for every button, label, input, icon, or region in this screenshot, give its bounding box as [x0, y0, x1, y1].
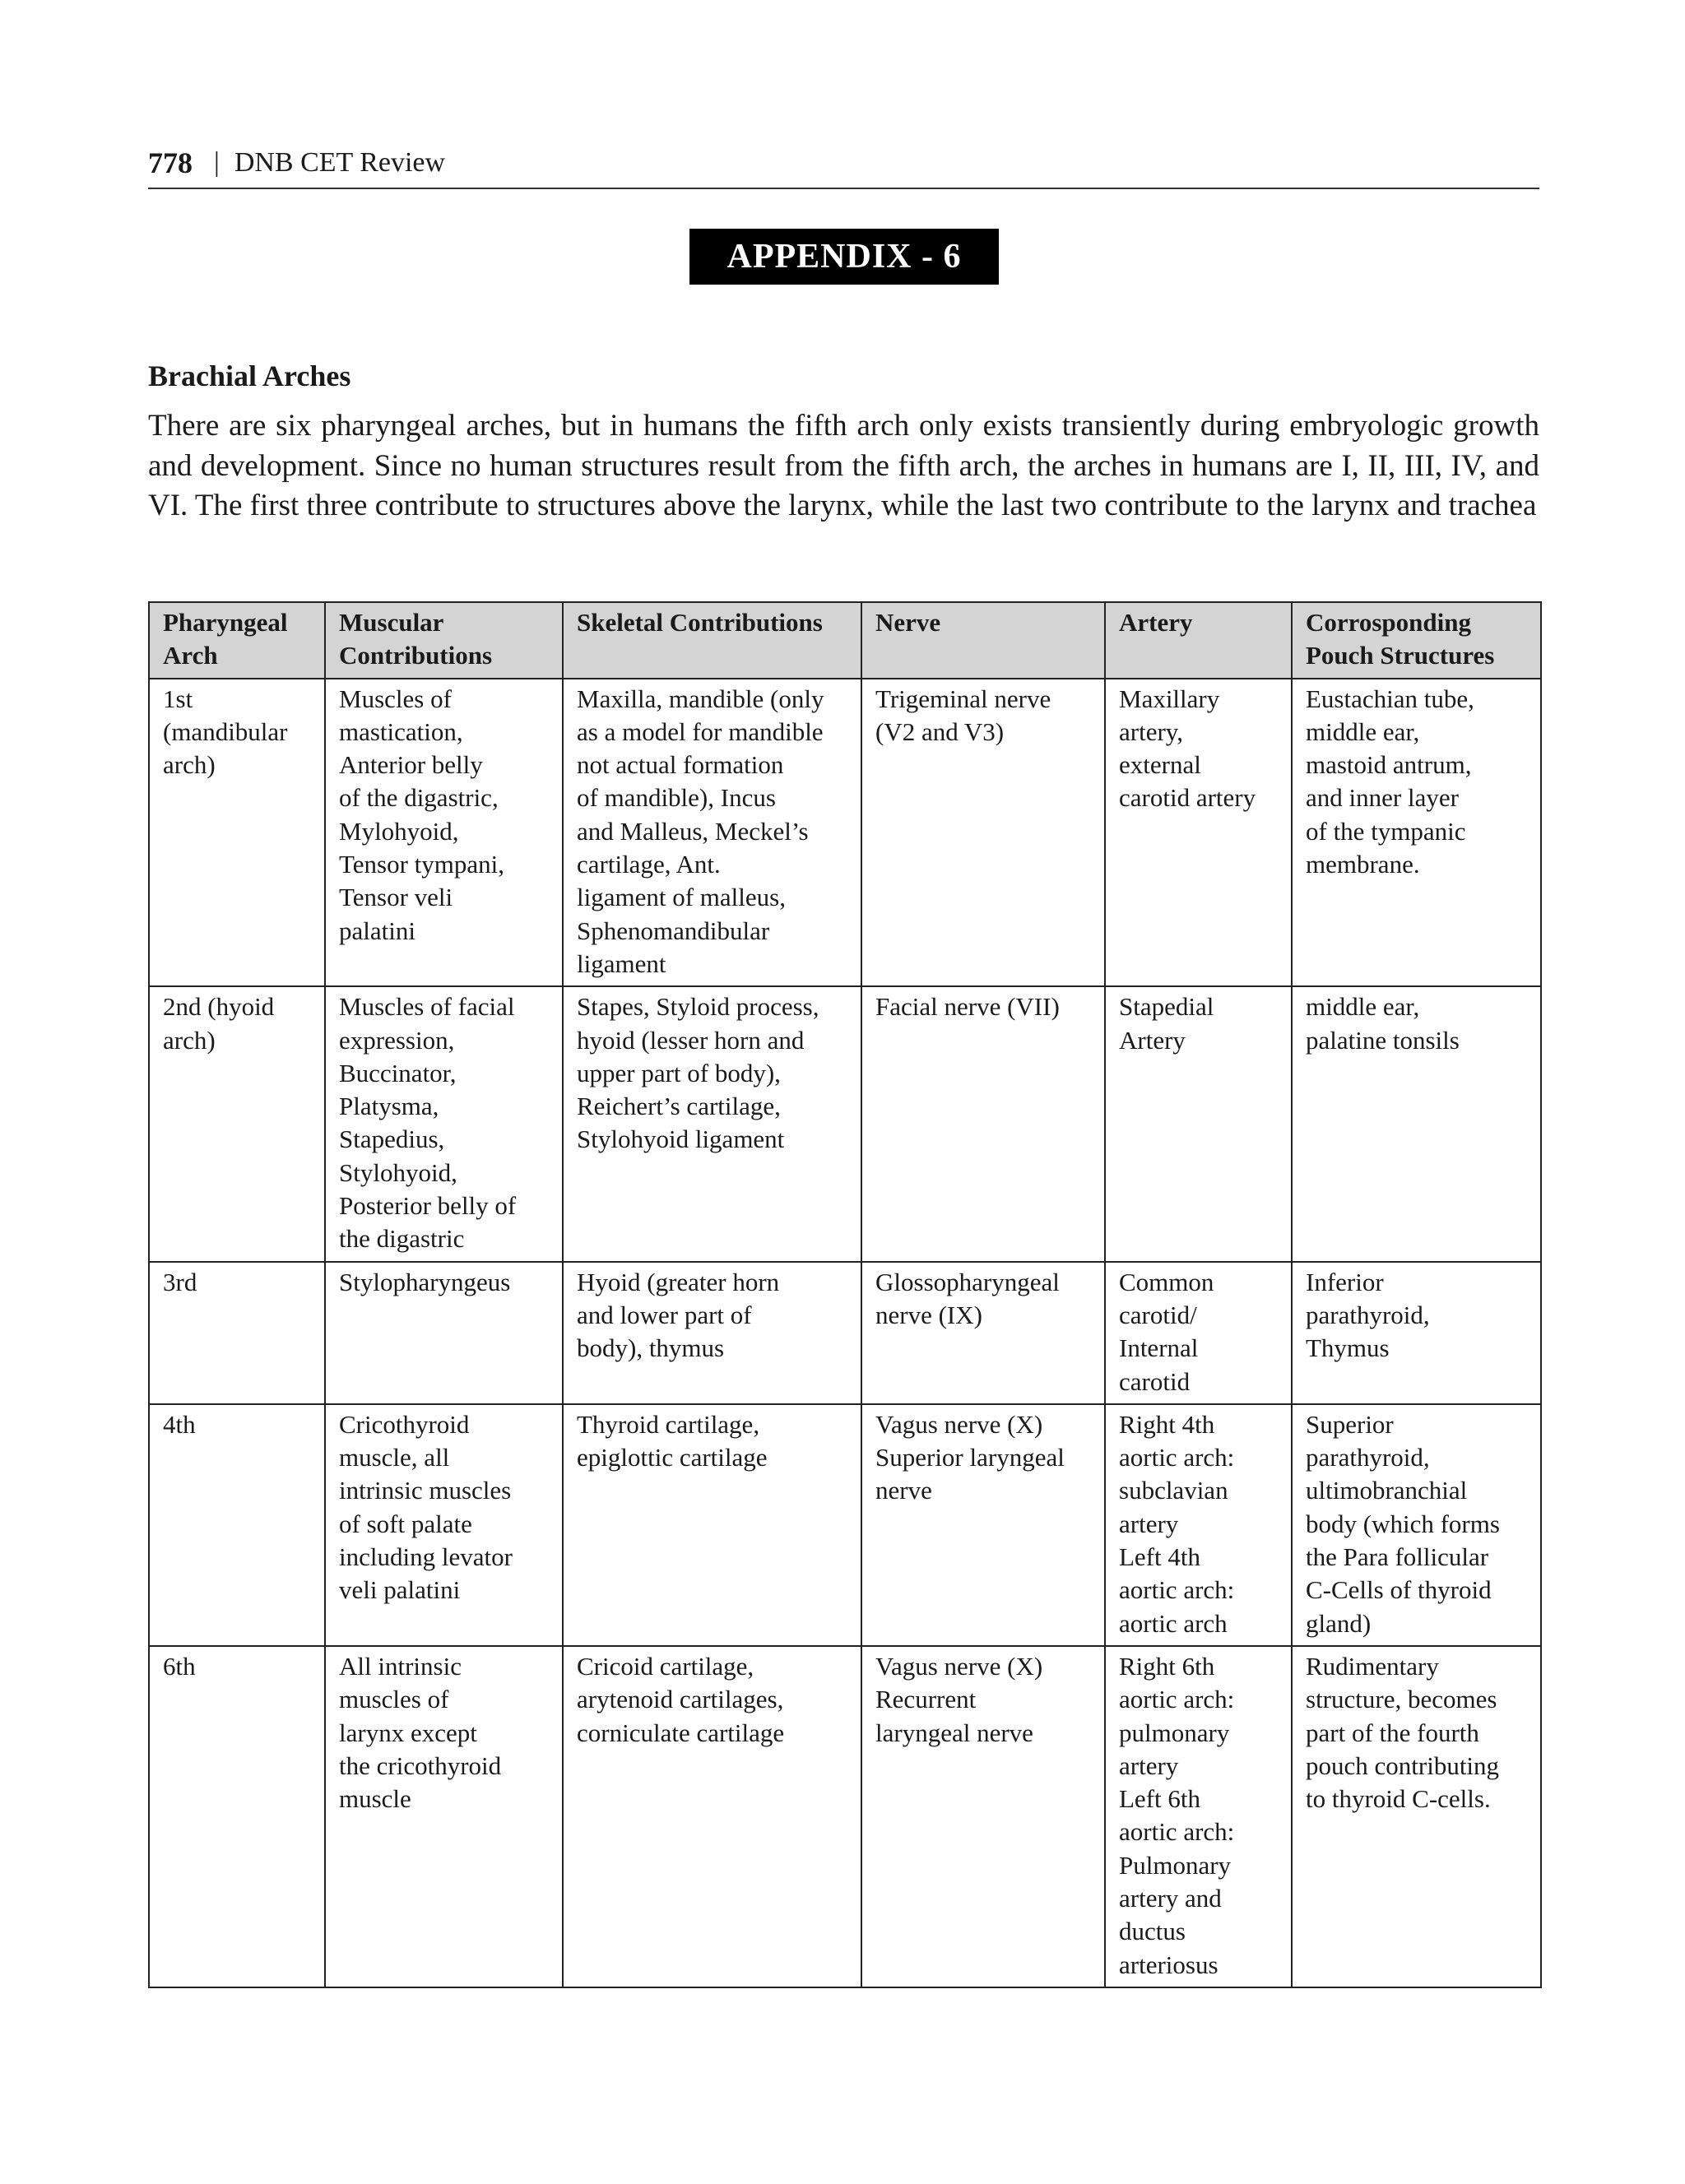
cell-muscular: [325, 1646, 563, 1987]
cell-muscular: [325, 1404, 563, 1646]
cell-muscular: [325, 1262, 563, 1404]
cell-text-line: Recurrent: [875, 1685, 977, 1714]
cell-text-line: Left 4th: [1119, 1542, 1200, 1572]
cell-pouch: [1292, 679, 1541, 987]
cell-text-line: muscles of: [339, 1685, 449, 1714]
cell-nerve: [861, 986, 1105, 1261]
section-title: Brachial Arches: [148, 359, 351, 392]
cell-nerve: [861, 1404, 1105, 1646]
cell-text-line: the cricothyroid: [339, 1750, 502, 1780]
cell-text-line: as a model for mandible: [577, 716, 824, 746]
cell-text-line: Stapedius,: [339, 1124, 445, 1154]
cell-text-line: Cricoid cartilage,: [577, 1651, 754, 1681]
cell-text-line: artery: [1119, 1750, 1179, 1780]
cell-muscular: [325, 986, 563, 1261]
cell-text-line: the Para follicular: [1306, 1542, 1489, 1572]
header-text-line: Contributions: [339, 641, 493, 670]
cell-text-line: Tensor veli: [339, 883, 453, 912]
cell-text-line: nerve (IX): [875, 1300, 982, 1329]
cell-skeletal: [563, 986, 861, 1261]
cell-text-line: of soft palate: [339, 1509, 472, 1538]
cell-text-line: ductus: [1119, 1917, 1186, 1946]
cell-text-line: gland): [1306, 1608, 1372, 1638]
cell-skeletal: [563, 1404, 861, 1646]
cell-text-line: Glossopharyngeal: [875, 1267, 1060, 1296]
cell-text-line: aortic arch:: [1119, 1817, 1235, 1847]
cell-text-line: arytenoid cartilages,: [577, 1685, 784, 1714]
table-row: [149, 986, 1541, 1261]
cell-text-line: Anterior belly: [339, 750, 483, 780]
cell-text-line: Common: [1119, 1267, 1214, 1296]
cell-text-line: Muscles of: [339, 684, 452, 713]
cell-text-line: carotid artery: [1119, 783, 1256, 813]
table-header-row: [149, 602, 1541, 679]
header-text-line: Muscular: [339, 608, 444, 637]
cell-artery: [1105, 1262, 1292, 1404]
book-title: DNB CET Review: [234, 147, 446, 178]
cell-text-line: arch): [163, 1025, 216, 1055]
cell-text-line: ligament of malleus,: [577, 883, 786, 912]
cell-text-line: mastication,: [339, 716, 463, 746]
cell-text-line: Stapes, Styloid process,: [577, 992, 819, 1022]
cell-text-line: body), thymus: [577, 1333, 725, 1363]
cell-text-line: Reichert’s cartilage,: [577, 1092, 781, 1121]
cell-text-line: ligament: [577, 948, 666, 978]
cell-text-line: of the tympanic: [1306, 816, 1466, 846]
cell-text-line: Muscles of facial: [339, 992, 515, 1022]
cell-text-line: Vagus nerve (X): [875, 1409, 1043, 1439]
cell-text-line: ultimobranchial: [1306, 1476, 1468, 1505]
cell-skeletal: [563, 679, 861, 987]
cell-artery: [1105, 986, 1292, 1261]
header-pouch-structures: [1292, 602, 1541, 679]
cell-text-line: Right 6th: [1119, 1651, 1215, 1681]
table-row: [149, 1646, 1541, 1987]
cell-text-line: aortic arch:: [1119, 1575, 1235, 1605]
cell-text-line: aortic arch:: [1119, 1443, 1235, 1472]
cell-text-line: Buccinator,: [339, 1058, 457, 1087]
header-nerve: [861, 602, 1105, 679]
cell-text-line: Superior laryngeal: [875, 1443, 1065, 1472]
cell-text-line: laryngeal nerve: [875, 1718, 1033, 1747]
cell-text-line: and inner layer: [1306, 783, 1459, 813]
cell-text-line: epiglottic cartilage: [577, 1443, 768, 1472]
cell-arch: [149, 1262, 325, 1404]
cell-text-line: Thymus: [1306, 1333, 1390, 1363]
cell-text-line: Vagus nerve (X): [875, 1651, 1043, 1681]
cell-text-line: structure, becomes: [1306, 1685, 1497, 1714]
cell-text-line: aortic arch:: [1119, 1685, 1235, 1714]
cell-text-line: the digastric: [339, 1224, 465, 1254]
cell-text-line: arch): [163, 750, 216, 780]
cell-nerve: [861, 1262, 1105, 1404]
cell-text-line: pouch contributing: [1306, 1750, 1500, 1780]
cell-text-line: expression,: [339, 1025, 455, 1055]
cell-arch: [149, 1646, 325, 1987]
cell-text-line: parathyroid,: [1306, 1443, 1430, 1472]
cell-text-line: Internal: [1119, 1333, 1199, 1363]
cell-text-line: cartilage, Ant.: [577, 850, 721, 879]
table-row: [149, 679, 1541, 987]
cell-text-line: larynx except: [339, 1718, 477, 1747]
cell-text-line: Stylohyoid,: [339, 1157, 457, 1187]
cell-text-line: hyoid (lesser horn and: [577, 1025, 805, 1055]
cell-text-line: Maxillary: [1119, 684, 1220, 713]
header-text-line: Artery: [1119, 608, 1193, 637]
cell-text-line: Maxilla, mandible (only: [577, 684, 824, 713]
cell-muscular: [325, 679, 563, 987]
cell-nerve: [861, 1646, 1105, 1987]
cell-text-line: Right 4th: [1119, 1409, 1215, 1439]
cell-text-line: Tensor tympani,: [339, 850, 505, 879]
cell-text-line: part of the fourth: [1306, 1718, 1479, 1747]
cell-text-line: 3rd: [163, 1267, 197, 1296]
cell-text-line: artery,: [1119, 716, 1184, 746]
header-text-line: Pouch Structures: [1306, 641, 1495, 670]
pharyngeal-arches-table: [148, 601, 1542, 1988]
table-body: [149, 679, 1541, 1987]
header-text-line: Arch: [163, 641, 218, 670]
cell-text-line: Rudimentary: [1306, 1651, 1439, 1681]
cell-text-line: nerve: [875, 1476, 932, 1505]
cell-text-line: and Malleus, Meckel’s: [577, 816, 809, 846]
cell-text-line: 4th: [163, 1409, 196, 1439]
appendix-title: APPENDIX - 6: [689, 229, 999, 285]
cell-text-line: corniculate cartilage: [577, 1718, 785, 1747]
cell-text-line: muscle, all: [339, 1443, 450, 1472]
cell-text-line: intrinsic muscles: [339, 1476, 512, 1505]
cell-text-line: Mylohyoid,: [339, 816, 459, 846]
header-text-line: Skeletal Contributions: [577, 608, 823, 637]
cell-text-line: Facial nerve (VII): [875, 992, 1060, 1022]
cell-text-line: Pulmonary: [1119, 1850, 1232, 1880]
cell-text-line: not actual formation: [577, 750, 784, 780]
cell-skeletal: [563, 1262, 861, 1404]
cell-text-line: (V2 and V3): [875, 716, 1005, 746]
cell-text-line: and lower part of: [577, 1300, 752, 1329]
cell-text-line: Stylohyoid ligament: [577, 1124, 785, 1154]
cell-text-line: Trigeminal nerve: [875, 684, 1051, 713]
header-pharyngeal-arch: [149, 602, 325, 679]
header-artery: [1105, 602, 1292, 679]
cell-text-line: palatini: [339, 916, 415, 945]
cell-text-line: artery: [1119, 1509, 1179, 1538]
cell-text-line: Hyoid (greater horn: [577, 1267, 780, 1296]
cell-pouch: [1292, 1262, 1541, 1404]
cell-text-line: C-Cells of thyroid: [1306, 1575, 1492, 1605]
cell-nerve: [861, 679, 1105, 987]
header-text-line: Nerve: [875, 608, 941, 637]
cell-pouch: [1292, 1646, 1541, 1987]
header-muscular-contributions: [325, 602, 563, 679]
cell-text-line: Thyroid cartilage,: [577, 1409, 760, 1439]
cell-text-line: Superior: [1306, 1409, 1394, 1439]
header-text-line: Corrosponding: [1306, 608, 1471, 637]
cell-text-line: Stapedial: [1119, 992, 1214, 1022]
cell-text-line: middle ear,: [1306, 716, 1420, 746]
cell-text-line: aortic arch: [1119, 1608, 1228, 1638]
cell-text-line: Cricothyroid: [339, 1409, 470, 1439]
cell-arch: [149, 679, 325, 987]
cell-text-line: Inferior: [1306, 1267, 1384, 1296]
running-header: [148, 145, 1539, 189]
cell-text-line: palatine tonsils: [1306, 1025, 1460, 1055]
cell-text-line: Left 6th: [1119, 1784, 1200, 1814]
cell-text-line: Sphenomandibular: [577, 916, 770, 945]
cell-artery: [1105, 1646, 1292, 1987]
cell-text-line: body (which forms: [1306, 1509, 1500, 1538]
header-separator: |: [214, 147, 220, 178]
header-skeletal-contributions: [563, 602, 861, 679]
cell-text-line: upper part of body),: [577, 1058, 781, 1087]
table-row: [149, 1404, 1541, 1646]
cell-text-line: to thyroid C-cells.: [1306, 1784, 1491, 1814]
intro-paragraph: There are six pharyngeal arches, but in humans the fifth arch only exists transiently during embryologic growth and development. Since no human structures result from the fifth arch, the arches in humans are I, II, III, IV, and VI. The first three contribute to structures above the larynx, while the last two contribute to the larynx and trachea: [148, 409, 1539, 522]
cell-text-line: veli palatini: [339, 1575, 461, 1605]
cell-arch: [149, 986, 325, 1261]
cell-arch: [149, 1404, 325, 1646]
cell-text-line: mastoid antrum,: [1306, 750, 1472, 780]
cell-text-line: All intrinsic: [339, 1651, 462, 1681]
cell-text-line: pulmonary: [1119, 1718, 1230, 1747]
cell-text-line: Stylopharyngeus: [339, 1267, 511, 1296]
cell-text-line: 1st: [163, 684, 193, 713]
cell-pouch: [1292, 1404, 1541, 1646]
cell-text-line: artery and: [1119, 1883, 1222, 1913]
cell-text-line: carotid: [1119, 1366, 1191, 1396]
cell-text-line: Artery: [1119, 1025, 1186, 1055]
cell-pouch: [1292, 986, 1541, 1261]
cell-text-line: subclavian: [1119, 1476, 1228, 1505]
cell-text-line: 2nd (hyoid: [163, 992, 275, 1022]
cell-text-line: carotid/: [1119, 1300, 1197, 1329]
cell-text-line: parathyroid,: [1306, 1300, 1430, 1329]
cell-text-line: middle ear,: [1306, 992, 1420, 1022]
cell-text-line: (mandibular: [163, 716, 288, 746]
page-number: 778: [148, 146, 193, 179]
cell-skeletal: [563, 1646, 861, 1987]
cell-text-line: arteriosus: [1119, 1950, 1218, 1979]
cell-text-line: Eustachian tube,: [1306, 684, 1474, 713]
cell-text-line: Platysma,: [339, 1092, 439, 1121]
table-row: [149, 1262, 1541, 1404]
cell-text-line: membrane.: [1306, 850, 1420, 879]
cell-text-line: including levator: [339, 1542, 513, 1572]
cell-artery: [1105, 679, 1292, 987]
cell-text-line: Posterior belly of: [339, 1191, 517, 1221]
cell-text-line: external: [1119, 750, 1201, 780]
cell-text-line: of mandible), Incus: [577, 783, 776, 813]
cell-text-line: 6th: [163, 1651, 196, 1681]
cell-text-line: of the digastric,: [339, 783, 499, 813]
cell-text-line: muscle: [339, 1784, 411, 1814]
header-text-line: Pharyngeal: [163, 608, 288, 637]
cell-artery: [1105, 1404, 1292, 1646]
